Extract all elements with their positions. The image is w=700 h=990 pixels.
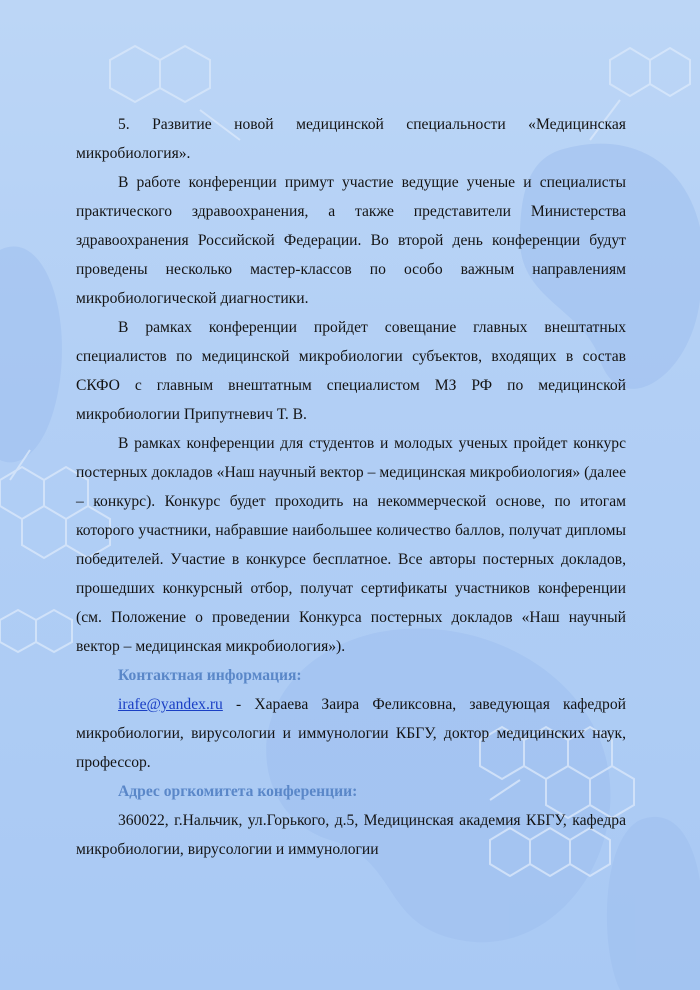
hexagon-molecule-top-right (610, 48, 690, 96)
paragraph-item-5: 5. Развитие новой медицинской специальности «Медицинская микробиология». (76, 116, 626, 162)
paragraph-participants: В работе конференции примут участие ведущие ученые и специалисты практического здравоохранения, а также представители Министерства здравоохранения Российской Федерации. Во второй день конференции будут проведены несколько мастер-классов по особо важным направлениям микробиологической диагностики. (76, 174, 626, 307)
document-page (76, 110, 626, 864)
blob-shape-left (0, 247, 62, 463)
address-heading: Адрес оргкомитета конференции: (118, 783, 358, 800)
contact-paragraph (76, 690, 626, 777)
contact-heading: Контактная информация: (118, 667, 302, 684)
paragraph-poster-contest: В рамках конференции для студентов и молодых ученых пройдет конкурс постерных докладов «Наш научный вектор – медицинская микробиология» (далее – конкурс). Конкурс будет проходить на некоммерческой основе, по итогам которого участники, набравшие наибольшее количество баллов, получат дипломы победителей. Участие в конкурсе бесплатное. Все авторы постерных докладов, прошедших конкурсный отбор, получат сертификаты участников конференции (см. Положение о проведении Конкурса постерных докладов «Наш научный вектор – медицинская микробиология»). (76, 435, 626, 655)
address-paragraph: 360022, г.Нальчик, ул.Горького, д.5, Медицинская академия КБГУ, кафедра микробиологии, вирусологии и иммунологии (76, 812, 626, 858)
paragraph-meeting: В рамках конференции пройдет совещание главных внештатных специалистов по медицинской микробиологии субъектов, входящих в состав СКФО с главным внештатным специалистом МЗ РФ по медицинской микробиологии Припутневич Т. В. (76, 319, 626, 423)
email-link[interactable]: irafe@yandex.ru (118, 696, 223, 713)
hexagon-molecule-left-bottom (0, 610, 72, 652)
contact-text: - Хараева Заира Феликсовна, заведующая кафедрой микробиологии, вирусологии и иммунологии КБГУ, доктор медицинских наук, профессор. (76, 696, 626, 771)
hexagon-molecule-top (110, 46, 210, 102)
